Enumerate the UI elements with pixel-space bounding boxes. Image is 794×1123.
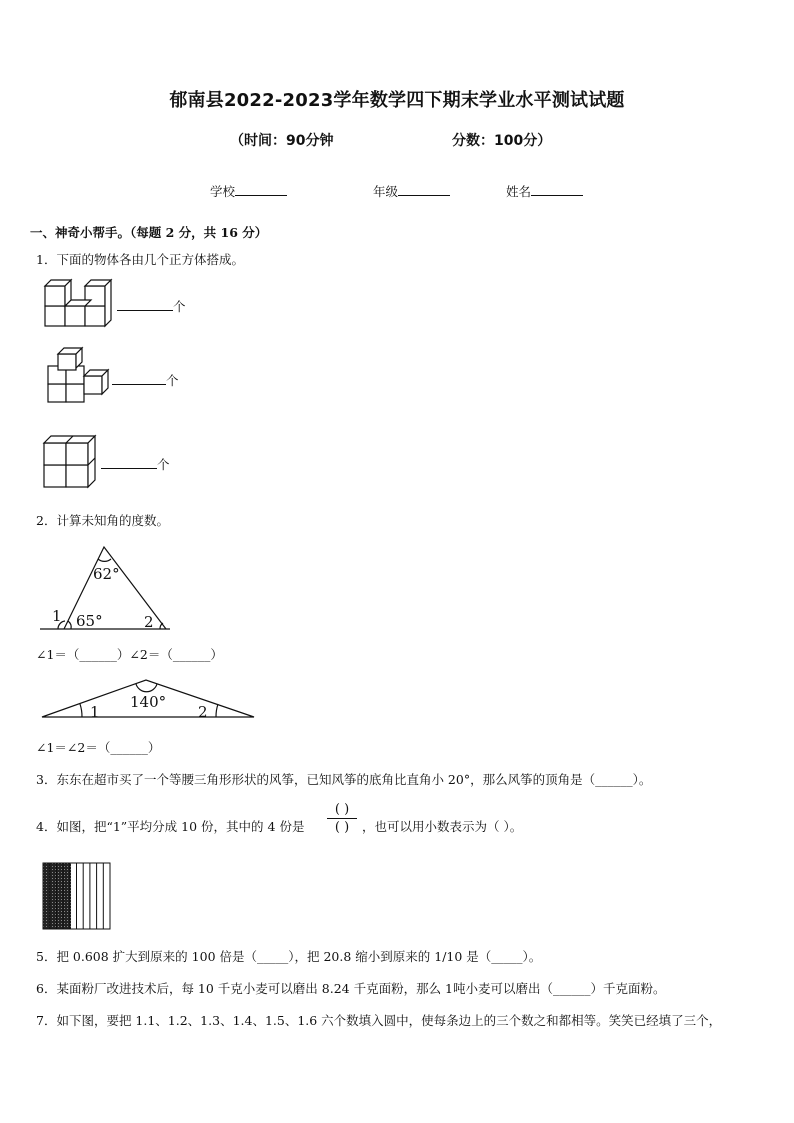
question-1: 1．下面的物体各由几个正方体搭成。 xyxy=(36,252,244,267)
triangle-figure-1 xyxy=(38,543,178,633)
school-label: 学校 xyxy=(210,184,236,199)
school-blank[interactable] xyxy=(235,183,287,196)
fraction-denominator[interactable]: ( ) xyxy=(334,820,350,835)
answer-blank[interactable] xyxy=(101,456,157,469)
triangle-1-answer[interactable]: ∠1＝（______）∠2＝（______） xyxy=(36,647,223,662)
school-field[interactable] xyxy=(210,182,287,200)
angle-1-label: 1 xyxy=(52,607,62,625)
cube-figure-2 xyxy=(46,348,116,408)
triangle-2-answer[interactable]: ∠1＝∠2＝（______） xyxy=(36,740,161,755)
name-blank[interactable] xyxy=(531,183,583,196)
unit-label: 个 xyxy=(157,457,170,472)
cube-figure-3 xyxy=(42,435,102,491)
triangle-figure-2 xyxy=(40,677,260,722)
angle-top-label: 140° xyxy=(130,693,167,711)
section-heading: 一、神奇小帮手。（每题 2 分，共 16 分） xyxy=(30,225,268,240)
answer-1a[interactable] xyxy=(117,297,186,315)
angle-2-label: 2 xyxy=(144,613,154,631)
angle-left-label: 65° xyxy=(76,612,103,630)
question-5: 5．把 0.608 扩大到原来的 100 倍是（_____），把 20.8 缩小到原来的 1/10 是（_____）。 xyxy=(36,949,542,964)
question-7: 7．如下图，要把 1.1、1.2、1.3、1.4、1.5、1.6 六个数填入圆中，使每条边上的三个数之和都相等。笑笑已经填了三个， xyxy=(36,1013,722,1028)
question-2: 2．计算未知角的度数。 xyxy=(36,513,169,528)
angle-1-label: 1 xyxy=(90,703,100,721)
fraction-blank[interactable] xyxy=(325,802,359,835)
question-4-suffix: ，也可以用小数表示为（ ）。 xyxy=(362,819,523,834)
fraction-numerator[interactable]: ( ) xyxy=(334,802,350,817)
grade-blank[interactable] xyxy=(398,183,450,196)
answer-1b[interactable] xyxy=(112,371,179,389)
time-label: （时间：90分钟 xyxy=(230,133,334,149)
answer-blank[interactable] xyxy=(112,372,166,385)
grade-label: 年级 xyxy=(373,184,399,199)
name-field[interactable] xyxy=(506,182,583,200)
cube-figure-1 xyxy=(43,280,123,330)
decimal-strip-figure xyxy=(42,862,112,932)
angle-top-label: 62° xyxy=(93,565,120,583)
unit-label: 个 xyxy=(173,299,186,314)
grade-field[interactable] xyxy=(373,182,450,200)
page-title: 郁南县2022-2023学年数学四下期末学业水平测试试题 xyxy=(169,90,625,111)
score-label: 分数：100分） xyxy=(452,133,552,149)
name-label: 姓名 xyxy=(506,184,532,199)
answer-blank[interactable] xyxy=(117,298,173,311)
angle-2-label: 2 xyxy=(198,703,208,721)
answer-1c[interactable] xyxy=(101,455,170,473)
question-6: 6．某面粉厂改进技术后，每 10 千克小麦可以磨出 8.24 千克面粉，那么 1吨小麦可以磨出（______）千克面粉。 xyxy=(36,981,666,996)
unit-label: 个 xyxy=(166,373,179,388)
question-3: 3．东东在超市买了一个等腰三角形形状的风筝，已知风筝的底角比直角小 20°，那么风筝的顶角是（______）。 xyxy=(36,772,652,787)
question-4-prefix: 4．如图，把“1”平均分成 10 份，其中的 4 份是 xyxy=(36,819,305,834)
